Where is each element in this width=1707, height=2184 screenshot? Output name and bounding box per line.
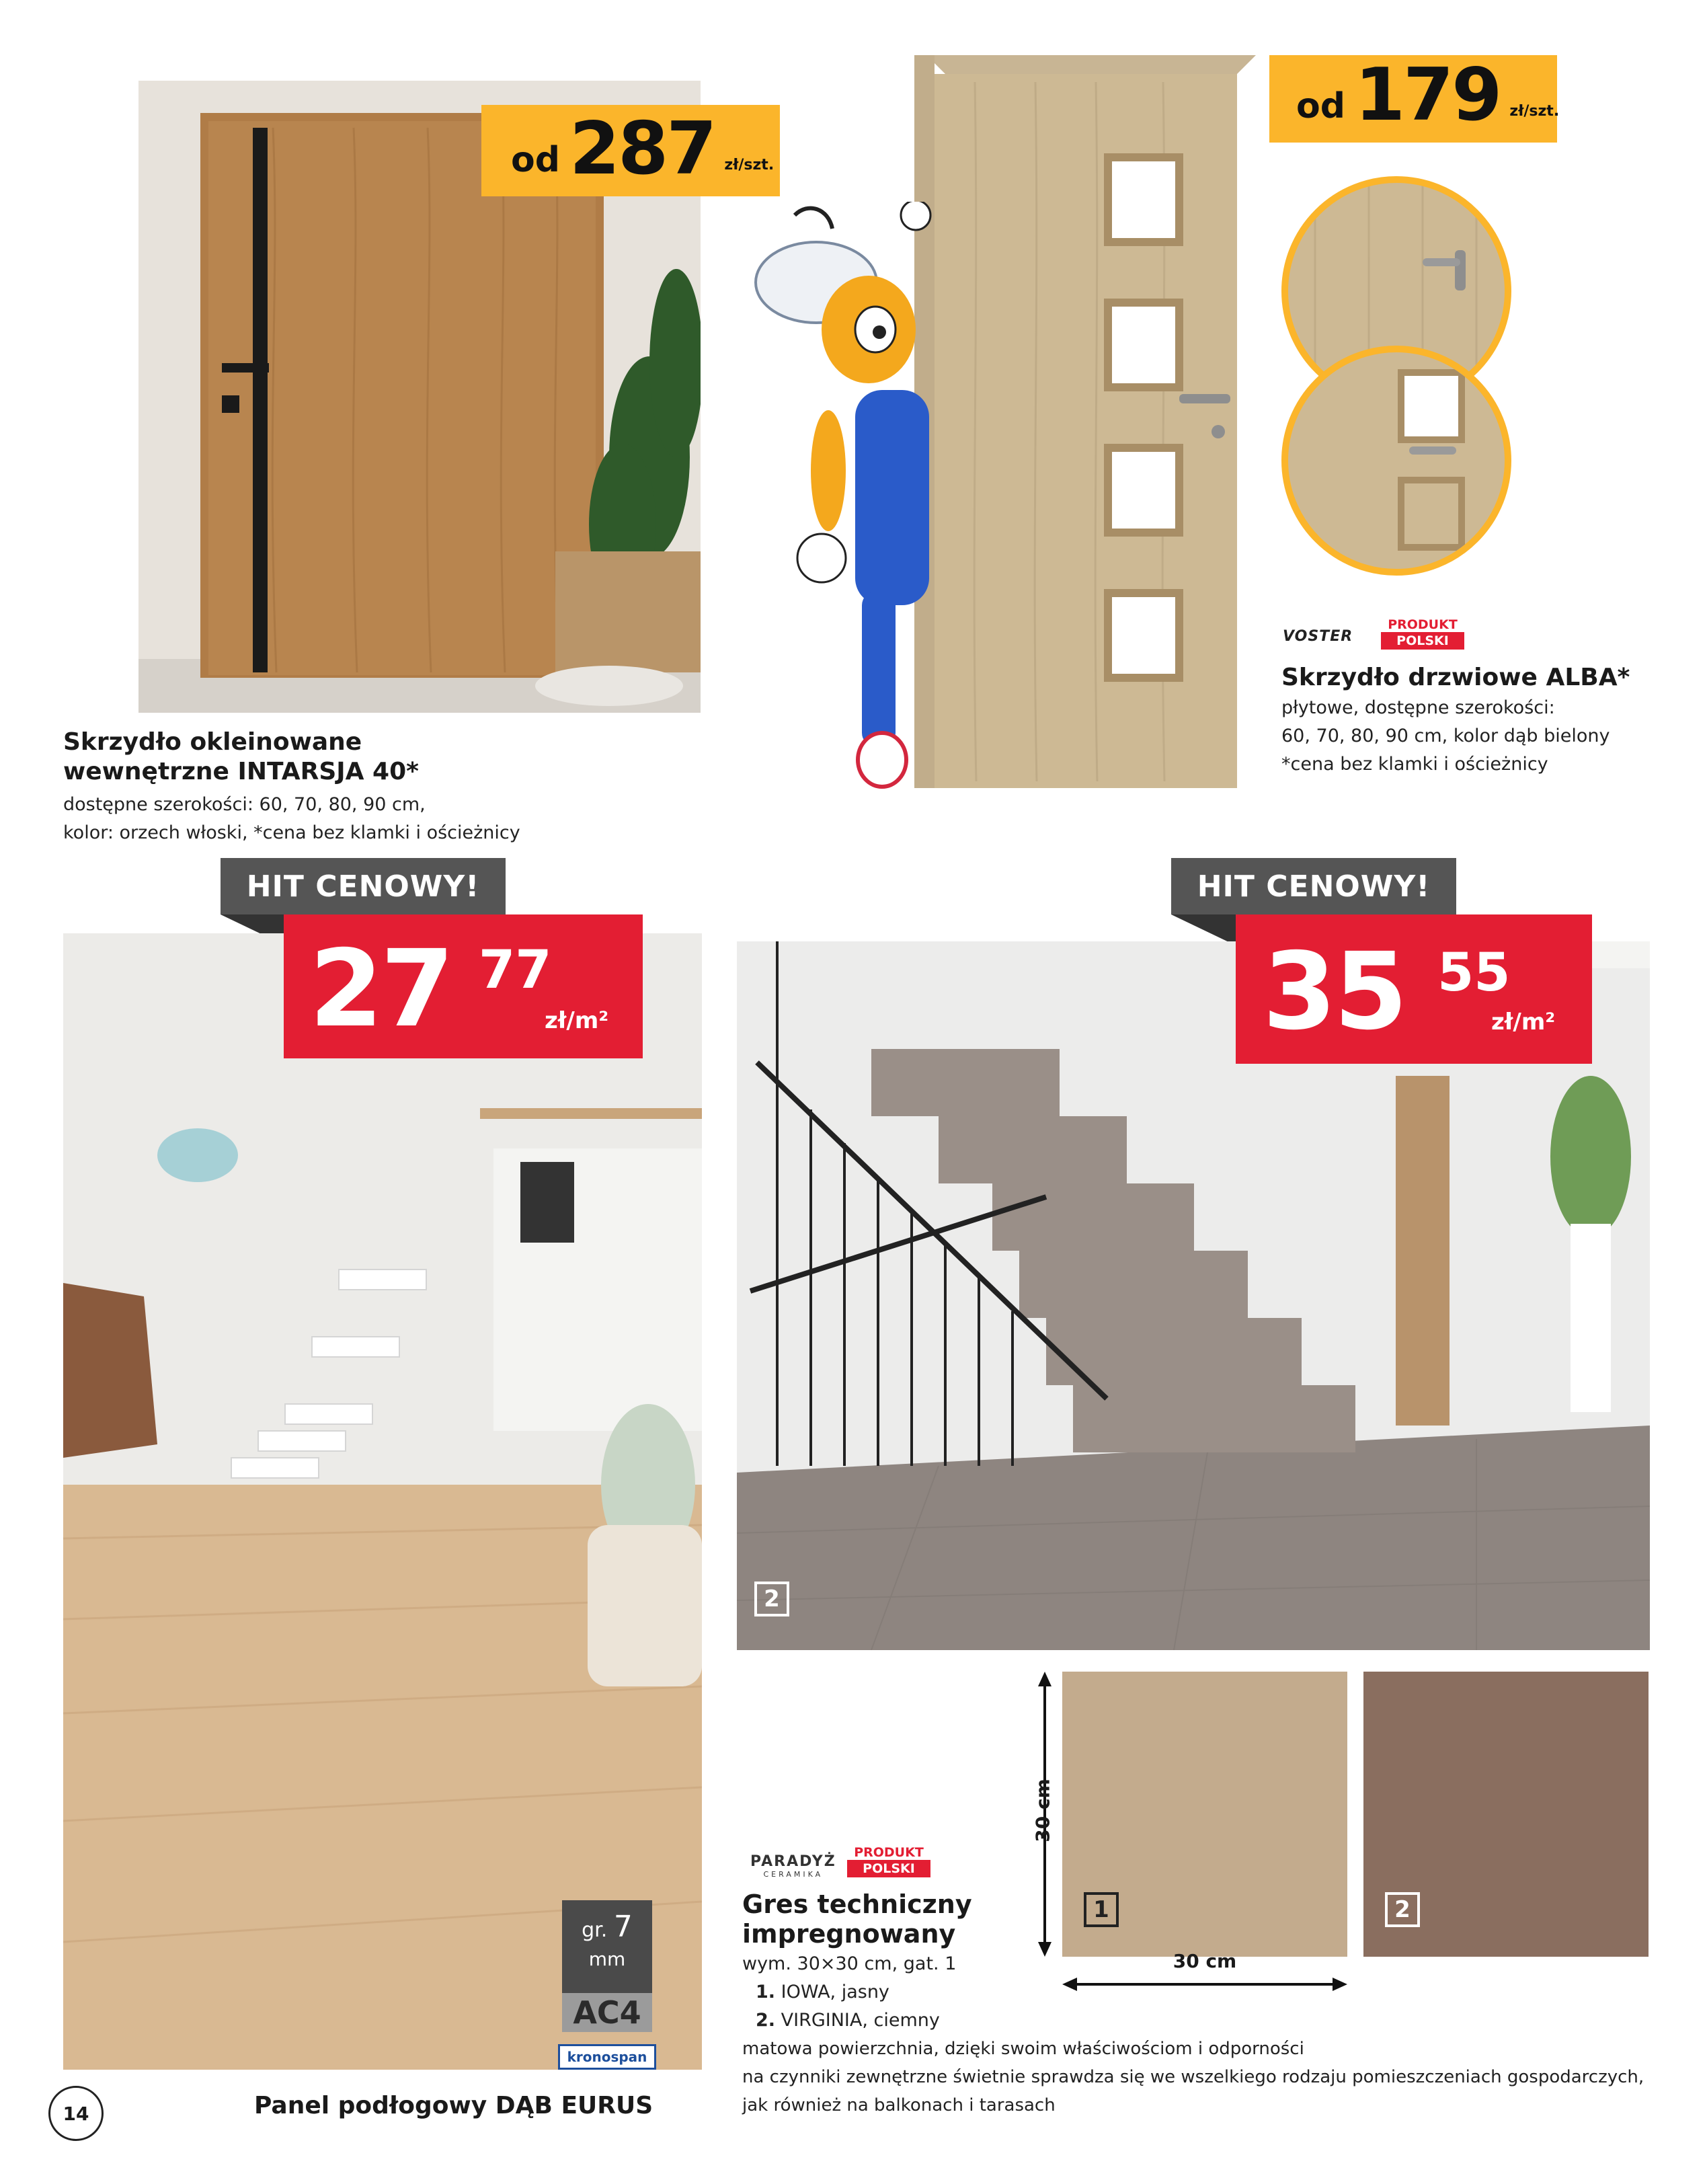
thickness-value: 7 [613, 1910, 633, 1944]
price-value: 287 [569, 107, 715, 191]
gres-title: Gres techniczny impregnowany [742, 1889, 972, 1949]
price-prefix: od [511, 140, 560, 180]
gres-price-tag [1236, 914, 1592, 1064]
price-unit: zł/m² [1491, 1009, 1556, 1036]
paradyz-logo: PARADYŻ CERAMIKA [750, 1853, 836, 1879]
tile-virginia-swatch [1363, 1672, 1649, 1957]
hit-cenowy-label-left: HIT CENOWY! [221, 858, 506, 914]
wear-class-badge: AC4 [562, 1993, 652, 2032]
floor-panel-title: Panel podłogowy DĄB EURUS [254, 2092, 653, 2119]
price-unit: zł/szt. [1509, 103, 1560, 120]
tile-number-label: 2 [1385, 1892, 1420, 1927]
floor-panel-price-tag [284, 914, 643, 1058]
tile-number-label: 1 [1084, 1892, 1119, 1927]
alba-title: Skrzydło drzwiowe ALBA* [1281, 664, 1630, 691]
intarsja-price-tag [481, 105, 780, 196]
price-unit: zł/m² [545, 1007, 609, 1034]
intarsja-title: Skrzydło okleinowane wewnętrzne INTARSJA 40* [63, 728, 419, 785]
alba-door-photo [914, 55, 1268, 788]
gres-description: matowa powierzchnia, dzięki swoim właściwościom i odporności na czynniki zewnętrzne świetnie sprawdza się we wszelkiego rodzaju pomieszczeniach gospodarczych, jak również na balkonach i tarasach [742, 2039, 1644, 2115]
intarsja-description: dostępne szerokości: 60, 70, 80, 90 cm, kolor: orzech włoski, *cena bez klamki i ościeżnicy [63, 794, 520, 843]
variant-item-1: 1. IOWA, jasny [756, 1982, 889, 2002]
interior-floor-illustration [63, 927, 702, 2070]
hit-cenowy-label-right: HIT CENOWY! [1171, 858, 1456, 914]
vertical-dimension-label: 30 cm [1031, 1779, 1054, 1842]
polish-product-badge: PRODUKT POLSKI [847, 1845, 930, 1877]
photo-number-label: 2 [754, 1582, 789, 1616]
alba-detail-circle-glass [1281, 346, 1511, 576]
price-decimal: 77 [479, 940, 552, 1001]
thickness-label: gr. [582, 1918, 608, 1942]
price-unit: zł/szt. [724, 157, 775, 173]
thickness-badge [562, 1900, 652, 1993]
price-integer: 35 [1263, 930, 1405, 1054]
horizontal-dimension-label: 30 cm [1173, 1950, 1237, 1972]
voster-logo: VOSTER [1283, 628, 1353, 645]
horizontal-dimension-arrow [1062, 1974, 1347, 1994]
alba-price-tag [1269, 53, 1560, 143]
kronospan-logo: kronospan [558, 2044, 656, 2070]
price-decimal: 55 [1437, 943, 1511, 1003]
price-value: 179 [1354, 53, 1501, 137]
alba-description: płytowe, dostępne szerokości: 60, 70, 80, 90 cm, kolor dąb bielony *cena bez klamki i ościeżnicy [1281, 697, 1610, 775]
double-arrow-horizontal-icon [1062, 1974, 1347, 1994]
polish-product-badge: PRODUKT POLSKI [1381, 617, 1464, 650]
glass-detail-icon [1288, 352, 1505, 569]
price-prefix: od [1296, 86, 1345, 126]
gres-spec: wym. 30×30 cm, gat. 1 1. IOWA, jasny 2. VIRGINIA, ciemny [742, 1950, 956, 2035]
page-number: 14 [48, 2086, 104, 2141]
alba-door-illustration [914, 55, 1268, 788]
price-integer: 27 [309, 927, 452, 1051]
ant-mascot-icon [754, 202, 936, 793]
variant-item-2: 2. VIRGINIA, ciemny [756, 2010, 940, 2031]
floor-panel-photo [63, 927, 702, 2070]
tile-iowa-swatch [1062, 1672, 1347, 1957]
mascot-ant-illustration [754, 202, 936, 793]
thickness-unit: mm [588, 1948, 626, 1970]
